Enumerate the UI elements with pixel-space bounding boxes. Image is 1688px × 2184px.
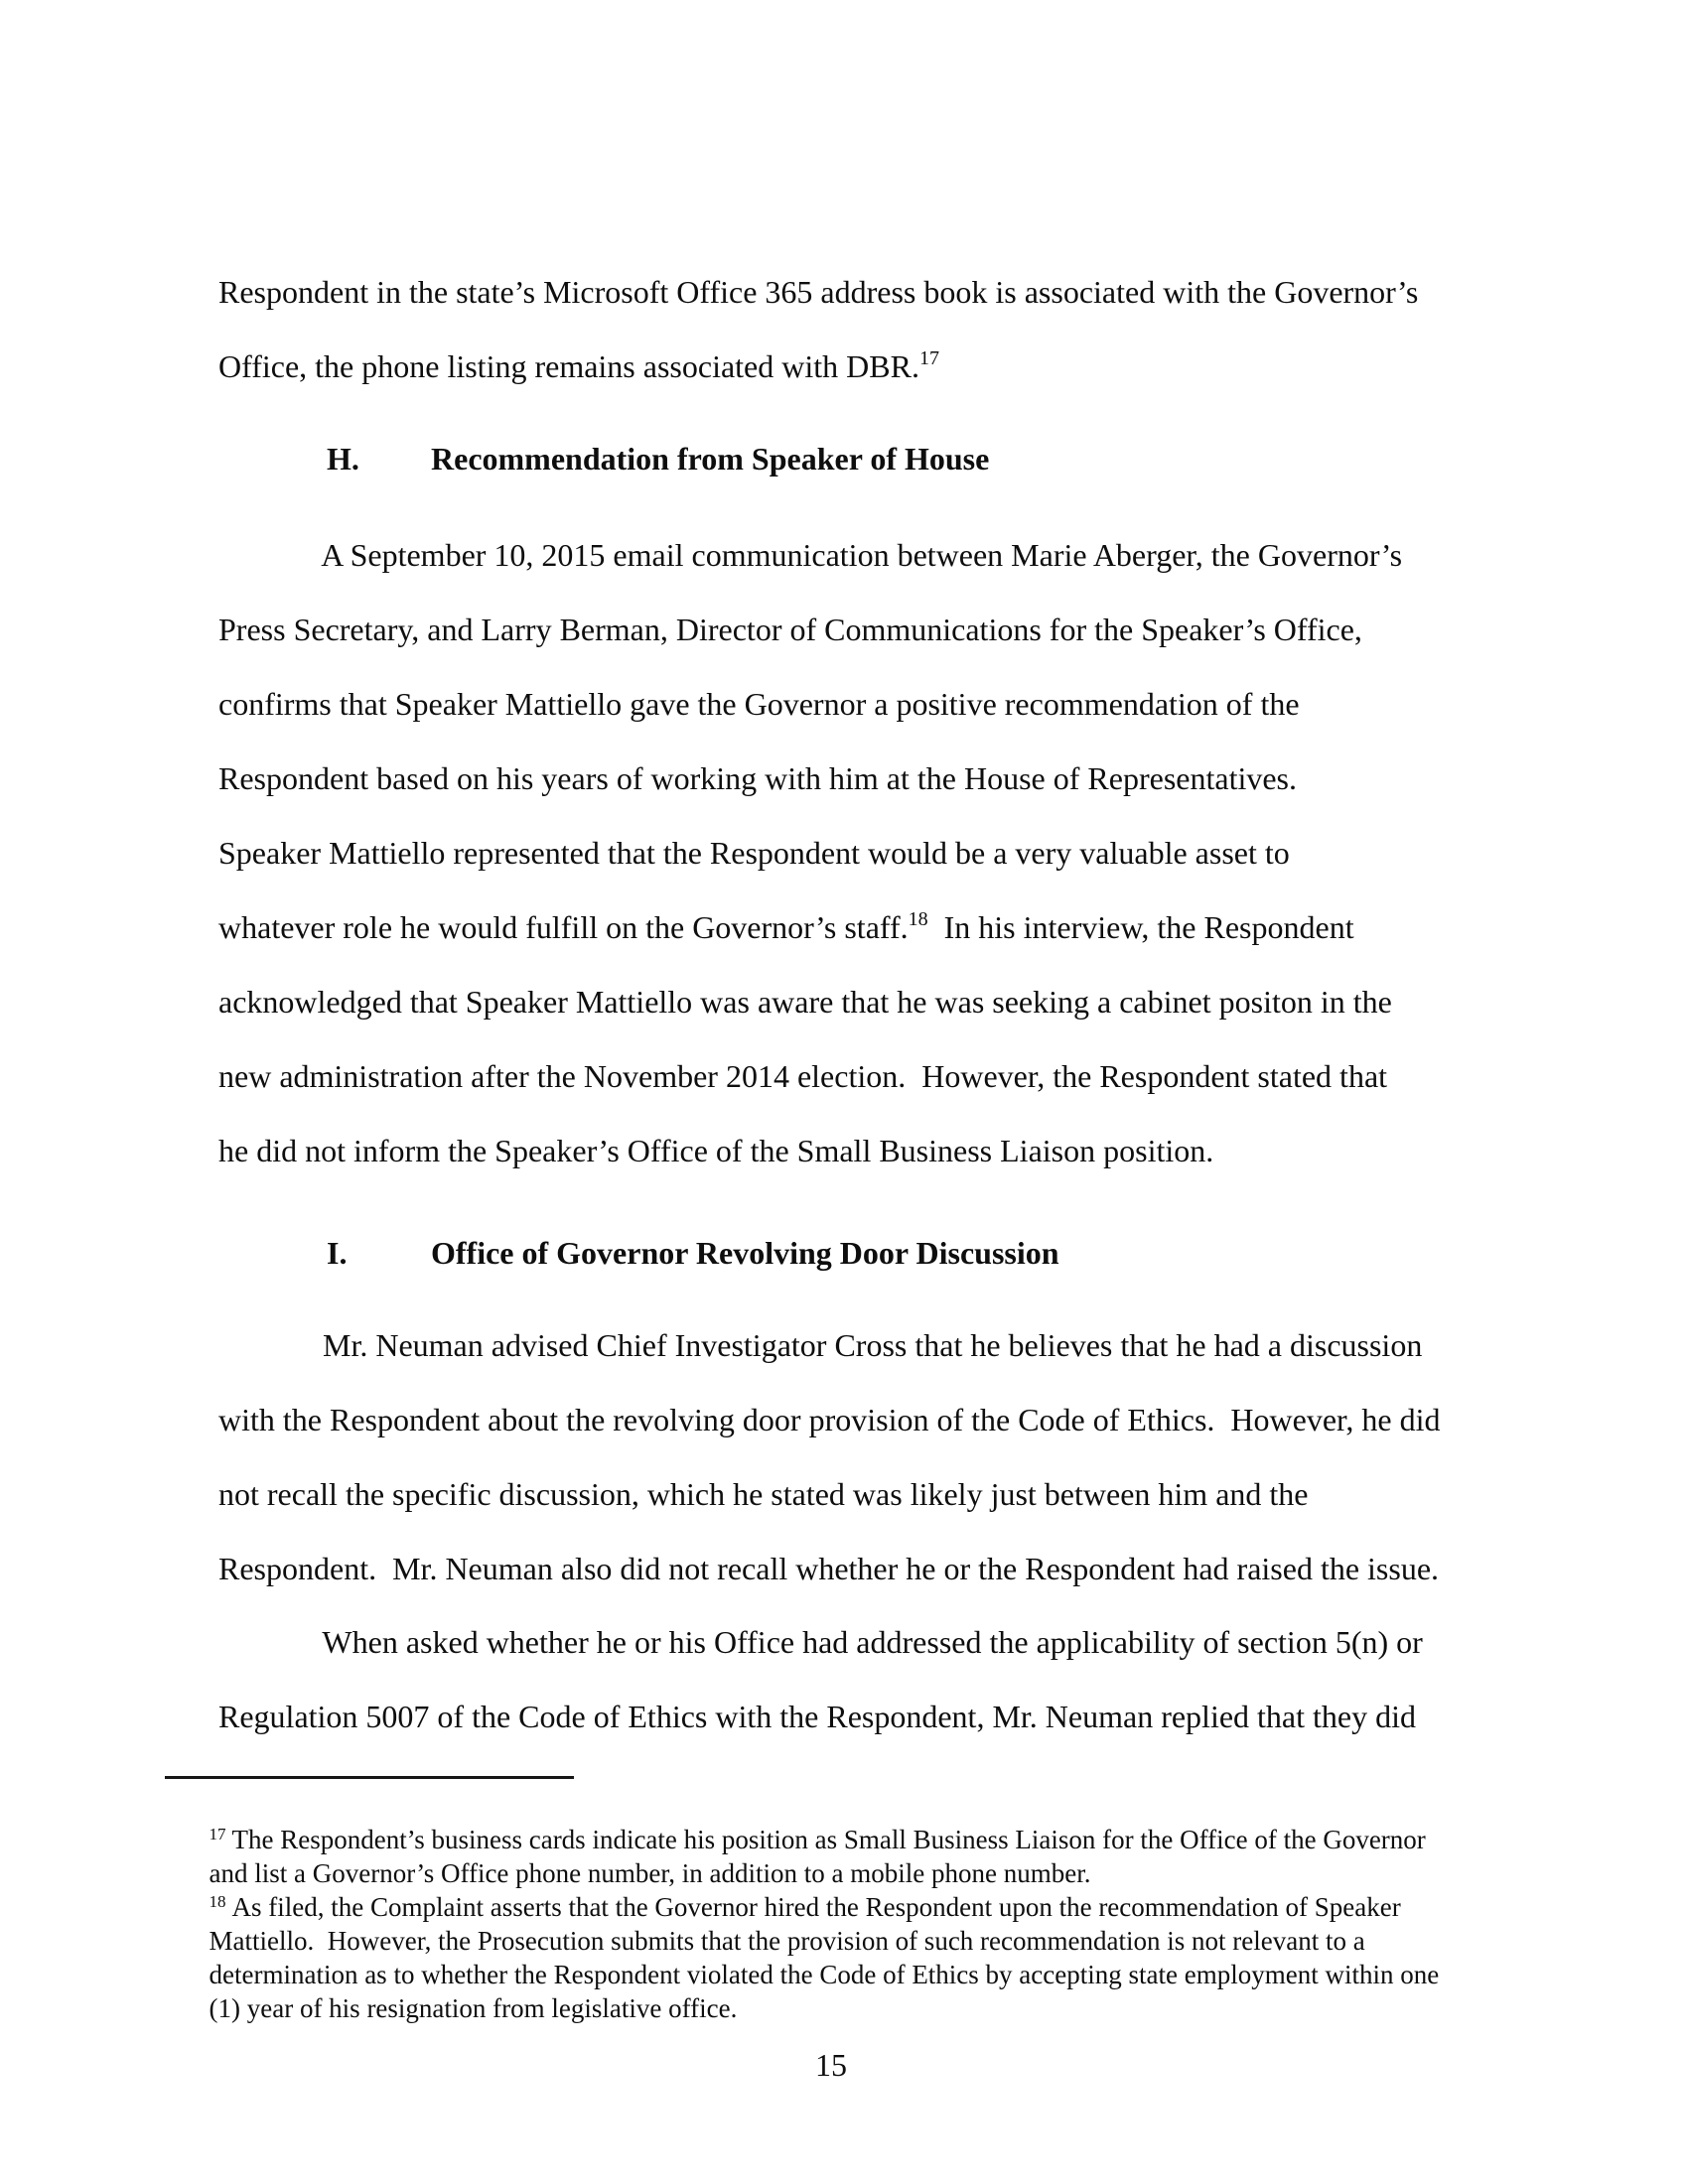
section-label: I. — [327, 1235, 348, 1271]
footnote-separator — [165, 1776, 574, 1779]
body-text: Regulation 5007 of the Code of Ethics with the Respondent, Mr. Neuman replied that they did — [218, 1699, 1416, 1734]
page-number: 15 — [815, 2047, 847, 2083]
body-text-line — [171, 1531, 1506, 1660]
body-text: A September 10, 2015 email communication between Marie Aberger, the Governor’s — [321, 537, 1403, 573]
body-text: Respondent based on his years of working with him at the House of Representatives. — [218, 760, 1297, 796]
body-text: with the Respondent about the revolving door provision of the Code of Ethics. However, he did — [218, 1402, 1441, 1437]
body-text: Office, the phone listing remains associated with DBR. — [218, 348, 919, 384]
body-text-line — [171, 181, 1506, 310]
section-h — [171, 347, 1506, 477]
paragraph-section-h — [171, 444, 1506, 1168]
paragraph-section-i-2 — [171, 1531, 1506, 1734]
body-text-line — [171, 444, 1506, 573]
footnote-number-17: 17 — [209, 1825, 226, 1843]
paragraph-section-i-1 — [171, 1234, 1506, 1586]
body-text: Respondent in the state’s Microsoft Office 365 address book is associated with the Governor’s — [218, 274, 1419, 310]
section-label: H. — [327, 441, 359, 477]
footnote-text: Mattiello. However, the Prosecution submits that the provision of such recommendation is not relevant to a — [209, 1926, 1365, 1956]
footnote-text: As filed, the Complaint asserts that the Governor hired the Respondent upon the recommendation of Speaker — [231, 1892, 1401, 1922]
body-text: Speaker Mattiello represented that the Respondent would be a very valuable asset to — [218, 835, 1290, 871]
body-text: not recall the specific discussion, which he stated was likely just between him and the — [218, 1476, 1309, 1512]
paragraph-continuation — [171, 181, 1506, 384]
footnote-text: The Respondent’s business cards indicate his position as Small Business Liaison for the Office of the Governor — [231, 1825, 1426, 1854]
footnote-text: (1) year of his resignation from legislative office. — [209, 1993, 738, 2023]
section-title: Office of Governor Revolving Door Discussion — [431, 1235, 1059, 1271]
footnote-reference-18: 18 — [908, 908, 928, 930]
body-text: acknowledged that Speaker Mattiello was aware that he was seeking a cabinet positon in the — [218, 984, 1392, 1020]
footnote-text: determination as to whether the Respondent violated the Code of Ethics by accepting state employment within one — [209, 1960, 1440, 1989]
footnote-number-18: 18 — [209, 1892, 226, 1911]
section-heading-h — [171, 347, 1506, 477]
body-text: In his interview, the Respondent — [927, 909, 1354, 945]
body-text: new administration after the November 2014 election. However, the Respondent stated that — [218, 1058, 1388, 1094]
body-text: whatever role he would fulfill on the Governor’s staff. — [218, 909, 909, 945]
footnotes — [169, 1789, 1509, 2023]
body-text: Press Secretary, and Larry Berman, Director of Communications for the Speaker’s Office, — [218, 612, 1362, 647]
body-text: Mr. Neuman advised Chief Investigator Cross that he believes that he had a discussion — [323, 1327, 1423, 1363]
body-text: confirms that Speaker Mattiello gave the Governor a positive recommendation of the — [218, 686, 1300, 722]
body-text-line — [171, 1234, 1506, 1363]
footnote-reference-17: 17 — [918, 347, 939, 369]
body-text: Respondent. Mr. Neuman also did not recall whether he or the Respondent had raised the issue. — [218, 1551, 1440, 1586]
section-title: Recommendation from Speaker of House — [431, 441, 990, 477]
body-text: he did not inform the Speaker’s Office of the Small Business Liaison position. — [218, 1133, 1214, 1168]
section-i — [171, 1142, 1506, 1271]
footnote-text: and list a Governor’s Office phone number, in addition to a mobile phone number. — [209, 1858, 1091, 1888]
section-heading-i — [171, 1142, 1506, 1271]
body-text: When asked whether he or his Office had addressed the applicability of section 5(n) or — [322, 1624, 1423, 1660]
footnote-17-line — [169, 1789, 1509, 1854]
